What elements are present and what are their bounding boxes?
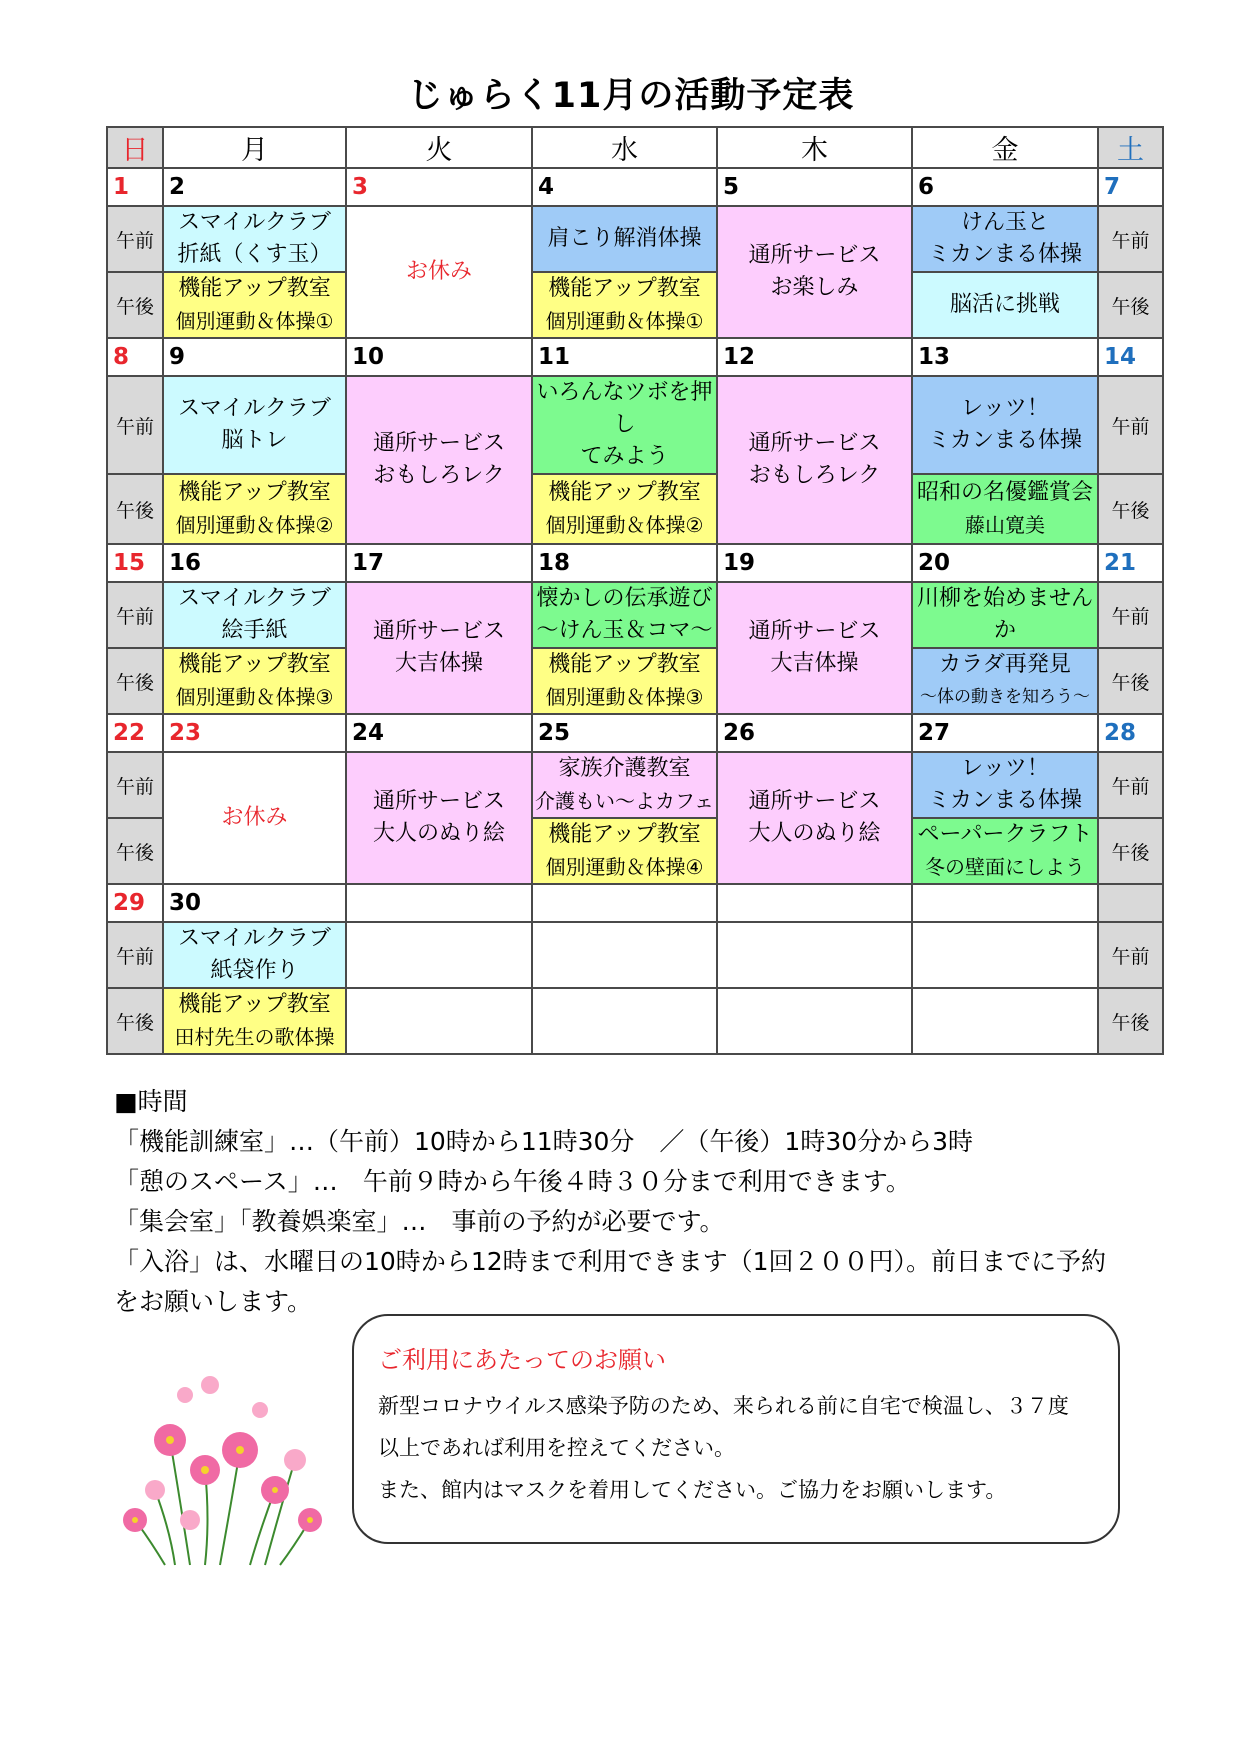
empty-cell bbox=[717, 922, 912, 988]
event-line: 通所サービス bbox=[372, 619, 505, 644]
pm-label: 午後 bbox=[1098, 648, 1163, 714]
date-mon: 2 bbox=[163, 168, 346, 206]
date-row bbox=[107, 168, 1163, 206]
date-wed bbox=[532, 884, 717, 922]
pm-row bbox=[107, 272, 1163, 338]
pm-label: 午後 bbox=[1098, 988, 1163, 1054]
event-line: 肩こり解消体操 bbox=[547, 226, 702, 251]
event-cell bbox=[163, 922, 346, 988]
pm-label: 午後 bbox=[107, 272, 163, 338]
pm-row bbox=[107, 988, 1163, 1054]
event-line: レッツ！ bbox=[961, 396, 1049, 421]
event-cell bbox=[912, 272, 1098, 338]
event-line: 大人のぬり絵 bbox=[372, 821, 505, 846]
event-line: 通所サービス bbox=[748, 431, 881, 456]
event-cell bbox=[163, 206, 346, 272]
event-cell bbox=[163, 988, 346, 1054]
event-cell bbox=[163, 752, 346, 884]
event-line: 絵手紙 bbox=[221, 618, 288, 643]
event-line: 川柳を始めませんか bbox=[916, 586, 1093, 643]
event-line: ～体の動きを知ろう～ bbox=[920, 687, 1090, 707]
event-cell bbox=[717, 206, 912, 338]
date-fri: 13 bbox=[912, 338, 1098, 376]
event-cell bbox=[346, 582, 532, 714]
event-line: 機能アップ教室 bbox=[548, 276, 701, 301]
date-mon: 30 bbox=[163, 884, 346, 922]
hours-line: 「入浴」は、水曜日の10時から12時まで利用できます（1回２００円）。前日までに予約をお願いします。 bbox=[114, 1247, 1107, 1316]
event-line: 懐かしの伝承遊び bbox=[536, 586, 713, 611]
am-row bbox=[107, 922, 1163, 988]
event-cell bbox=[346, 206, 532, 338]
event-cell bbox=[717, 752, 912, 884]
date-thu bbox=[717, 884, 912, 922]
am-label: 午前 bbox=[107, 582, 163, 648]
event-line: カラダ再発見 bbox=[939, 652, 1071, 677]
event-cell bbox=[346, 752, 532, 884]
event-line: 個別運動＆体操② bbox=[175, 513, 334, 537]
event-line: 個別運動＆体操③ bbox=[175, 685, 334, 709]
event-line: ミカンまる体操 bbox=[927, 242, 1082, 267]
event-cell bbox=[717, 376, 912, 544]
am-row bbox=[107, 752, 1163, 818]
date-sat: 28 bbox=[1098, 714, 1163, 752]
date-sat bbox=[1098, 884, 1163, 922]
event-cell bbox=[912, 752, 1098, 818]
event-cell bbox=[346, 376, 532, 544]
event-cell bbox=[912, 582, 1098, 648]
date-thu: 12 bbox=[717, 338, 912, 376]
event-line: 田村先生の歌体操 bbox=[174, 1025, 335, 1049]
event-cell bbox=[532, 648, 717, 714]
hours-line: 「集会室」「教養娯楽室」… 事前の予約が必要です。 bbox=[114, 1207, 725, 1236]
event-line: 個別運動＆体操① bbox=[545, 309, 704, 333]
header-thu: 木 bbox=[717, 127, 912, 168]
event-line: レッツ！ bbox=[961, 756, 1049, 781]
date-thu: 26 bbox=[717, 714, 912, 752]
holiday-label: お休み bbox=[221, 805, 288, 830]
event-line: てみよう bbox=[580, 444, 669, 469]
am-row bbox=[107, 206, 1163, 272]
event-cell bbox=[163, 376, 346, 474]
notice-box bbox=[352, 1314, 1120, 1544]
pm-label: 午後 bbox=[1098, 818, 1163, 884]
event-line: 紙袋作り bbox=[210, 958, 299, 983]
event-cell bbox=[532, 376, 717, 474]
date-sat: 21 bbox=[1098, 544, 1163, 582]
empty-cell bbox=[717, 988, 912, 1054]
hours-heading: ■時間 bbox=[114, 1087, 188, 1116]
hours-section bbox=[114, 1082, 1124, 1322]
event-line: おもしろレク bbox=[748, 463, 881, 488]
pm-label: 午後 bbox=[107, 648, 163, 714]
date-row bbox=[107, 714, 1163, 752]
event-cell bbox=[912, 648, 1098, 714]
event-line: 機能アップ教室 bbox=[548, 822, 701, 847]
date-thu: 5 bbox=[717, 168, 912, 206]
date-mon: 9 bbox=[163, 338, 346, 376]
empty-cell bbox=[532, 922, 717, 988]
date-row bbox=[107, 884, 1163, 922]
event-cell bbox=[163, 648, 346, 714]
event-line: 通所サービス bbox=[748, 619, 881, 644]
page-title: じゅらく11月の活動予定表 bbox=[407, 76, 855, 116]
header-fri: 金 bbox=[912, 127, 1098, 168]
date-sat: 14 bbox=[1098, 338, 1163, 376]
event-line: 大吉体操 bbox=[770, 651, 859, 676]
event-line: 機能アップ教室 bbox=[178, 992, 331, 1017]
event-line: 大人のぬり絵 bbox=[748, 821, 881, 846]
pm-label: 午後 bbox=[1098, 272, 1163, 338]
notice-line: 新型コロナウイルス感染予防のため、来られる前に自宅で検温し、３７度以上であれば利用を控えてください。 bbox=[378, 1394, 1069, 1460]
event-line: 通所サービス bbox=[372, 431, 505, 456]
event-line: いろんなツボを押し bbox=[536, 380, 713, 437]
date-tue: 24 bbox=[346, 714, 532, 752]
event-line: けん玉と bbox=[960, 210, 1049, 235]
date-wed: 25 bbox=[532, 714, 717, 752]
activity-calendar bbox=[106, 126, 1164, 1055]
event-line: ミカンまる体操 bbox=[927, 788, 1082, 813]
empty-cell bbox=[912, 988, 1098, 1054]
date-tue: 10 bbox=[346, 338, 532, 376]
event-line: 大吉体操 bbox=[394, 651, 483, 676]
date-row bbox=[107, 544, 1163, 582]
pm-row bbox=[107, 474, 1163, 544]
header-tue: 火 bbox=[346, 127, 532, 168]
date-sun: 15 bbox=[107, 544, 163, 582]
am-label: 午前 bbox=[107, 922, 163, 988]
event-line: 介護もい～よカフェ bbox=[535, 789, 714, 813]
date-tue bbox=[346, 884, 532, 922]
event-cell bbox=[912, 474, 1098, 544]
event-line: 脳トレ bbox=[221, 428, 288, 453]
event-line: 個別運動＆体操③ bbox=[545, 685, 704, 709]
event-line: スマイルクラブ bbox=[178, 586, 331, 611]
event-cell bbox=[532, 206, 717, 272]
notice-title: ご利用にあたってのお願い bbox=[378, 1346, 666, 1374]
event-line: 通所サービス bbox=[748, 789, 881, 814]
event-line: ～けん玉＆コマ～ bbox=[536, 618, 713, 643]
date-tue: 3 bbox=[346, 168, 532, 206]
date-fri: 6 bbox=[912, 168, 1098, 206]
date-mon: 16 bbox=[163, 544, 346, 582]
event-line: ミカンまる体操 bbox=[927, 428, 1082, 453]
event-cell bbox=[532, 272, 717, 338]
am-label: 午前 bbox=[107, 376, 163, 474]
pm-label: 午後 bbox=[107, 818, 163, 884]
event-line: スマイルクラブ bbox=[178, 926, 331, 951]
event-line: 個別運動＆体操④ bbox=[545, 855, 704, 879]
header-sat: 土 bbox=[1098, 127, 1163, 168]
cosmos-flowers-illustration bbox=[110, 1370, 340, 1570]
empty-cell bbox=[346, 988, 532, 1054]
event-cell bbox=[532, 474, 717, 544]
empty-cell bbox=[912, 922, 1098, 988]
am-label: 午前 bbox=[1098, 376, 1163, 474]
event-line: 機能アップ教室 bbox=[178, 480, 331, 505]
date-sun: 8 bbox=[107, 338, 163, 376]
date-sat: 7 bbox=[1098, 168, 1163, 206]
event-line: 個別運動＆体操② bbox=[545, 513, 704, 537]
date-fri bbox=[912, 884, 1098, 922]
event-line: 通所サービス bbox=[372, 789, 505, 814]
header-mon: 月 bbox=[163, 127, 346, 168]
date-wed: 18 bbox=[532, 544, 717, 582]
date-sun: 1 bbox=[107, 168, 163, 206]
am-row bbox=[107, 376, 1163, 474]
am-label: 午前 bbox=[1098, 206, 1163, 272]
event-line: 個別運動＆体操① bbox=[175, 309, 334, 333]
date-tue: 17 bbox=[346, 544, 532, 582]
event-line: 通所サービス bbox=[748, 243, 881, 268]
event-cell bbox=[163, 272, 346, 338]
am-label: 午前 bbox=[1098, 752, 1163, 818]
hours-line: 「憩のスペース」… 午前９時から午後４時３０分まで利用できます。 bbox=[114, 1167, 911, 1196]
event-cell bbox=[163, 582, 346, 648]
notice-line: また、館内はマスクを着用してください。ご協力をお願いします。 bbox=[378, 1478, 1007, 1502]
am-row bbox=[107, 582, 1163, 648]
event-cell bbox=[717, 582, 912, 714]
pm-label: 午後 bbox=[107, 988, 163, 1054]
date-wed: 11 bbox=[532, 338, 717, 376]
pm-label: 午後 bbox=[1098, 474, 1163, 544]
event-cell bbox=[532, 582, 717, 648]
event-line: お楽しみ bbox=[770, 275, 859, 300]
event-cell bbox=[163, 474, 346, 544]
date-fri: 20 bbox=[912, 544, 1098, 582]
am-label: 午前 bbox=[1098, 922, 1163, 988]
event-line: 機能アップ教室 bbox=[548, 480, 701, 505]
event-line: 機能アップ教室 bbox=[178, 652, 331, 677]
event-line: おもしろレク bbox=[373, 463, 505, 488]
header-sun: 日 bbox=[107, 127, 163, 168]
pm-label: 午後 bbox=[107, 474, 163, 544]
am-label: 午前 bbox=[107, 206, 163, 272]
event-line: 機能アップ教室 bbox=[178, 276, 331, 301]
pm-row bbox=[107, 648, 1163, 714]
event-line: ペーパークラフト bbox=[917, 822, 1093, 847]
event-line: 家族介護教室 bbox=[558, 756, 691, 781]
date-sun: 29 bbox=[107, 884, 163, 922]
date-fri: 27 bbox=[912, 714, 1098, 752]
am-label: 午前 bbox=[1098, 582, 1163, 648]
event-cell bbox=[912, 376, 1098, 474]
am-label: 午前 bbox=[107, 752, 163, 818]
date-row bbox=[107, 338, 1163, 376]
event-line: 昭和の名優鑑賞会 bbox=[916, 480, 1093, 505]
empty-cell bbox=[532, 988, 717, 1054]
event-cell bbox=[532, 752, 717, 818]
event-line: 折紙（くす玉） bbox=[177, 242, 332, 267]
header-wed: 水 bbox=[532, 127, 717, 168]
event-cell bbox=[532, 818, 717, 884]
date-wed: 4 bbox=[532, 168, 717, 206]
event-cell bbox=[912, 818, 1098, 884]
event-line: 藤山寛美 bbox=[965, 513, 1045, 537]
event-line: 機能アップ教室 bbox=[548, 652, 701, 677]
empty-cell bbox=[346, 922, 532, 988]
date-sun: 22 bbox=[107, 714, 163, 752]
event-line: 冬の壁面にしよう bbox=[925, 855, 1085, 879]
holiday-label: お休み bbox=[405, 259, 472, 284]
event-line: スマイルクラブ bbox=[178, 210, 331, 235]
event-cell bbox=[912, 206, 1098, 272]
event-line: 脳活に挑戦 bbox=[949, 292, 1060, 317]
date-mon: 23 bbox=[163, 714, 346, 752]
weekday-header-row bbox=[107, 127, 1163, 168]
event-line: スマイルクラブ bbox=[178, 396, 331, 421]
date-thu: 19 bbox=[717, 544, 912, 582]
hours-line: 「機能訓練室」…（午前）10時から11時30分 ／（午後）1時30分から3時 bbox=[114, 1127, 974, 1156]
